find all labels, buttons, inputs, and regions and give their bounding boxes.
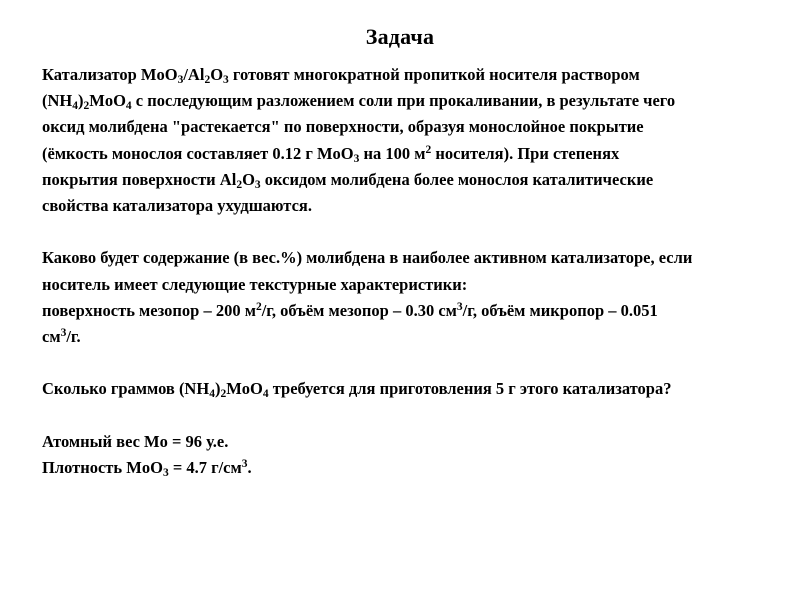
superscript: 3 <box>456 300 463 313</box>
text-run: ) <box>214 379 221 399</box>
subscript: 3 <box>162 467 169 479</box>
text-run: поверхность мезопор – 200 м <box>42 300 256 320</box>
text-run: готовят многократной пропиткой носителя раствором <box>228 65 640 84</box>
text-run: (NH <box>42 91 73 111</box>
text-run: носителя). При степенях <box>431 143 620 163</box>
text-run: на 100 м <box>359 143 426 163</box>
text-run: /Al <box>183 65 205 84</box>
text-run: /г, объём мезопор – 0.30 см <box>261 300 457 320</box>
text-run: покрытия поверхности Al <box>42 169 237 189</box>
text-line <box>42 167 777 193</box>
text-line <box>42 298 777 324</box>
superscript: 3 <box>60 327 67 340</box>
text-run: оксидом молибдена более монослоя каталитические <box>260 169 654 189</box>
text-run: ) <box>78 91 84 111</box>
text-run: носитель имеет следующие текстурные характеристики: <box>42 274 468 294</box>
text-line <box>42 88 777 114</box>
superscript: 2 <box>255 300 262 313</box>
subscript: 2 <box>236 178 243 191</box>
text-run: Каково будет содержание (в вес.%) молибдена в наиболее активном катализаторе, если <box>42 248 693 268</box>
page-title: Задача <box>365 24 435 49</box>
problem-text <box>42 62 777 481</box>
text-line <box>42 193 777 219</box>
text-run: требуется для приготовления 5 г этого катализатора? <box>268 379 672 399</box>
text-line <box>42 272 777 298</box>
text-line <box>42 245 777 271</box>
text-run: Сколько граммов (NH <box>42 379 210 399</box>
text-run: O <box>242 169 255 189</box>
paragraph-gap <box>42 219 777 245</box>
text-run: оксид молибдена "растекается" по поверхности, образуя монослойное покрытие <box>42 117 644 137</box>
text-run: /г. <box>66 327 81 347</box>
text-run: MoO <box>226 379 263 399</box>
subscript: 3 <box>254 178 261 191</box>
text-run: см <box>42 327 61 347</box>
superscript: 3 <box>241 458 248 470</box>
text-run: свойства катализатора ухудшаются. <box>42 196 312 216</box>
subscript: 4 <box>125 100 132 113</box>
text-run: MoO <box>89 91 126 111</box>
subscript: 3 <box>177 74 184 86</box>
text-line <box>42 429 777 455</box>
text-run: (ёмкость монослоя составляет 0.12 г MoO <box>42 143 354 163</box>
subscript: 4 <box>72 100 78 113</box>
paragraph-list <box>42 62 777 481</box>
subscript: 2 <box>204 74 211 86</box>
text-run: O <box>210 65 224 84</box>
paragraph-gap <box>42 350 777 376</box>
text-line <box>42 62 777 88</box>
paragraph <box>42 429 777 481</box>
subscript: 3 <box>353 152 360 165</box>
paragraph-gap <box>42 403 777 429</box>
paragraph <box>42 62 777 219</box>
text-line <box>42 376 777 402</box>
text-line <box>42 114 777 140</box>
text-line <box>42 141 777 167</box>
superscript: 2 <box>425 143 432 156</box>
subscript: 4 <box>262 388 269 401</box>
text-run: /г, объём микропор – 0.051 <box>462 300 658 320</box>
paragraph <box>42 376 777 402</box>
subscript: 2 <box>220 388 227 401</box>
subscript: 4 <box>209 388 215 401</box>
text-run: Плотность MoO <box>42 458 163 477</box>
paragraph <box>42 245 777 350</box>
subscript: 3 <box>223 74 229 86</box>
text-run: = 4.7 г/см <box>168 458 242 477</box>
text-run: Атомный вес Mo = 96 у.е. <box>42 431 229 451</box>
text-run: . <box>247 458 252 477</box>
text-line <box>42 455 777 481</box>
text-run: Катализатор MoO <box>42 65 178 84</box>
subscript: 2 <box>83 100 90 113</box>
text-run: с последующим разложением соли при прокаливании, в результате чего <box>131 91 676 111</box>
text-line <box>42 324 777 350</box>
